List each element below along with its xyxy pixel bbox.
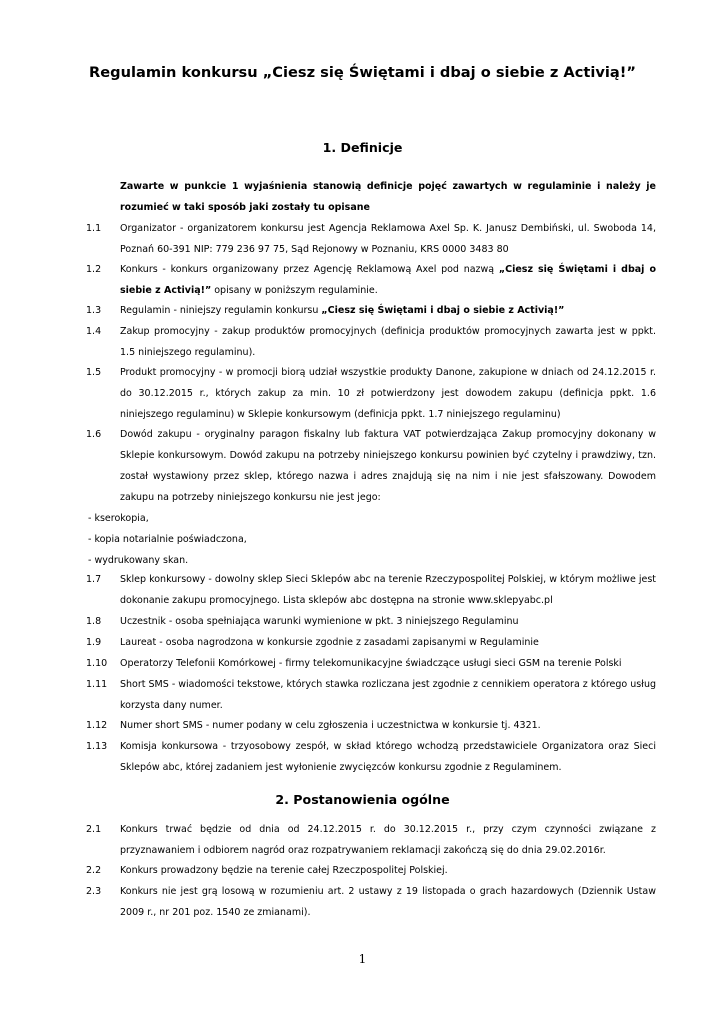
item-number: 1.5 — [86, 367, 102, 378]
section-1-intro: Zawarte w punkcie 1 wyjaśnienia stanowią definicje pojęć zawartych w regulaminie i należy je rozumieć w taki sposób jaki zostały tu opisane — [120, 181, 656, 213]
item-number: 1.12 — [86, 720, 108, 731]
page-number: 1 — [358, 952, 367, 966]
contest-name: „Ciesz się Świętami i dbaj o siebie z Activią!” — [321, 305, 565, 316]
item-text — [120, 300, 656, 321]
sub-list-item: - kserokopia, — [88, 513, 149, 524]
item-text: Uczestnik - osoba spełniająca warunki wymienione w pkt. 3 niniejszego Regulaminu — [120, 616, 519, 627]
item-text: Operatorzy Telefonii Komórkowej - firmy telekomunikacyjne świadczące usługi sieci GSM na terenie Polski — [120, 658, 622, 669]
item-number: 2.3 — [86, 886, 102, 897]
item-number: 1.8 — [86, 616, 102, 627]
definition-item — [86, 632, 656, 653]
definition-item — [86, 424, 656, 571]
item-text: Konkurs nie jest grą losową w rozumieniu art. 2 ustawy z 19 listopada o grach hazardowych (Dziennik Ustaw 2009 r., nr 201 poz. 1540 ze zmianami). — [120, 886, 656, 918]
item-text — [120, 259, 656, 301]
item-number: 1.3 — [86, 305, 102, 316]
provision-item — [86, 881, 656, 923]
item-number: 1.11 — [86, 679, 108, 690]
provision-item — [86, 860, 656, 881]
sub-list-item: - kopia notarialnie poświadczona, — [88, 534, 247, 545]
item-text: Sklep konkursowy - dowolny sklep Sieci Sklepów abc na terenie Rzeczypospolitej Polskiej, w którym możliwe jest dokonanie zakupu promocyjnego. Lista sklepów abc dostępna na stronie www.sklepyabc.pl — [120, 574, 656, 606]
definition-item — [86, 611, 656, 632]
item-text: Produkt promocyjny - w promocji biorą udział wszystkie produkty Danone, zakupione w dniach od 24.12.2015 r. do 30.12.2015 r., których zakup za min. 10 zł potwierdzony jest dowodem zakupu (definicja ppkt. 1.6 niniejszego regulaminu) w Sklepie konkursowym (definicja ppkt. 1.7 niniejszego regulaminu) — [120, 367, 656, 420]
item-text: Zakup promocyjny - zakup produktów promocyjnych (definicja produktów promocyjnych zawarta jest w ppkt. 1.5 niniejszego regulaminu). — [120, 326, 656, 358]
item-number: 1.7 — [86, 574, 102, 585]
section-1-heading: 1. Definicje — [322, 140, 403, 155]
definition-item — [86, 715, 656, 736]
section-2-heading: 2. Postanowienia ogólne — [275, 792, 450, 807]
definition-item — [86, 653, 656, 674]
definition-item — [86, 569, 656, 611]
item-number: 1.1 — [86, 223, 102, 234]
item-number: 1.10 — [86, 658, 108, 669]
item-number: 1.13 — [86, 741, 108, 752]
item-text-part: opisany w poniższym regulaminie. — [211, 285, 378, 296]
item-number: 1.4 — [86, 326, 102, 337]
definition-item — [86, 674, 656, 716]
item-number: 2.2 — [86, 865, 102, 876]
definition-item — [86, 259, 656, 301]
contest-name: „Ciesz się Świętami i dbaj o siebie z Activią!” — [120, 264, 656, 296]
definition-item — [86, 218, 656, 260]
item-text: Short SMS - wiadomości tekstowe, których stawka rozliczana jest zgodnie z cennikiem operatora z którego usług korzysta dany numer. — [120, 679, 656, 711]
item-text: Konkurs trwać będzie od dnia od 24.12.2015 r. do 30.12.2015 r., przy czym czynności związane z przyznawaniem i odbiorem nagród oraz rozpatrywaniem reklamacji zakończą się do dnia 29.02.2016r. — [120, 824, 656, 856]
item-number: 2.1 — [86, 824, 102, 835]
item-text: Laureat - osoba nagrodzona w konkursie zgodnie z zasadami zapisanymi w Regulaminie — [120, 637, 539, 648]
item-number: 1.2 — [86, 264, 102, 275]
item-text: Komisja konkursowa - trzyosobowy zespół, w skład którego wchodzą przedstawiciele Organizatora oraz Sieci Sklepów abc, której zadaniem jest wyłonienie zwycięzców konkursu zgodnie z Regulaminem. — [120, 741, 656, 773]
item-text: Dowód zakupu - oryginalny paragon fiskalny lub faktura VAT potwierdzająca Zakup promocyjny dokonany w Sklepie konkursowym. Dowód zakupu na potrzeby niniejszego konkursu powinien być czytelny i prawdziwy, tzn. został wystawiony przez sklep, którego nazwa i adres znajdują się na nim i nie jest sfałszowany. Dowodem zakupu na potrzeby niniejszego konkursu nie jest jego: — [120, 429, 656, 503]
item-text-part: Regulamin - niniejszy regulamin konkursu — [120, 305, 322, 316]
definition-item — [86, 321, 656, 363]
document-title: Regulamin konkursu „Ciesz się Świętami i dbaj o siebie z Activią!” — [89, 64, 636, 81]
item-text: Numer short SMS - numer podany w celu zgłoszenia i uczestnictwa w konkursie tj. 4321. — [120, 720, 541, 731]
definition-item — [86, 300, 656, 321]
sub-list-item: - wydrukowany skan. — [88, 555, 189, 566]
item-text: Organizator - organizatorem konkursu jest Agencja Reklamowa Axel Sp. K. Janusz Dembiński, ul. Swoboda 14, Poznań 60-391 NIP: 779 236 97 75, Sąd Rejonowy w Poznaniu, KRS 0000 3483 80 — [120, 223, 656, 255]
definition-item — [86, 736, 656, 778]
item-number: 1.9 — [86, 637, 102, 648]
provision-item — [86, 819, 656, 861]
item-text-part: Konkurs - konkurs organizowany przez Agencję Reklamową Axel pod nazwą — [120, 264, 499, 275]
item-number: 1.6 — [86, 429, 102, 440]
definition-item — [86, 362, 656, 425]
item-text: Konkurs prowadzony będzie na terenie całej Rzeczpospolitej Polskiej. — [120, 865, 448, 876]
